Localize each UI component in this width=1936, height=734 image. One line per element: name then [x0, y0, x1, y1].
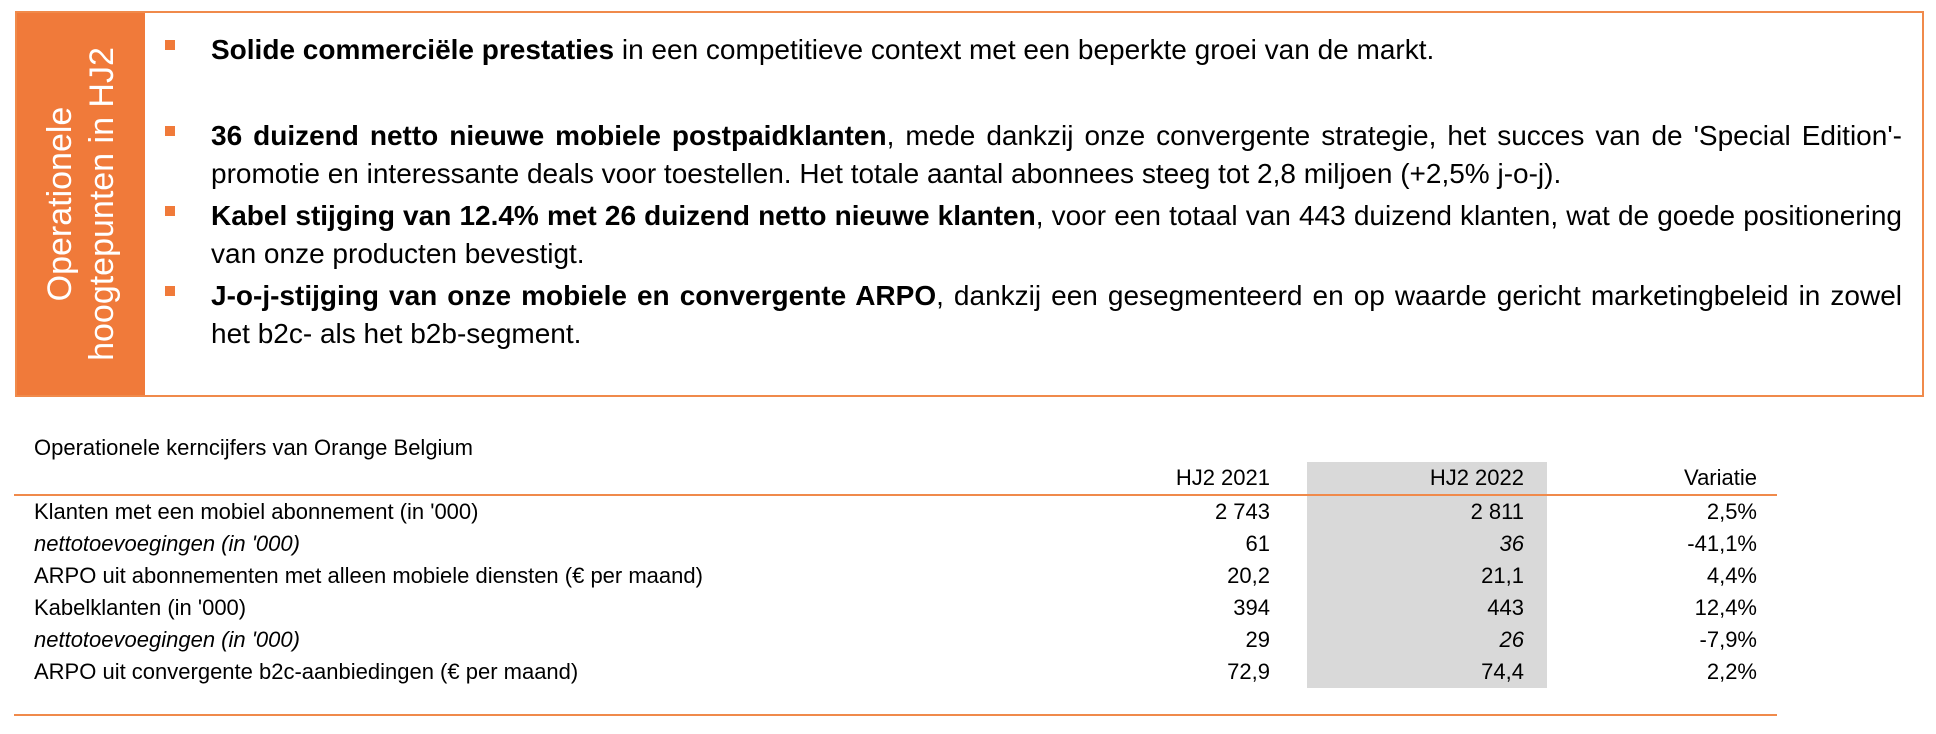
- side-tab-line-1: Operationele: [41, 106, 79, 302]
- bullet-rest: , mede dankzij onze convergente strategie, het succes van de 'Special Edition'-promotie en interessante deals voor toestellen. Het totale aantal abonnees steeg tot 2,8 miljoen (+2,5% j-o-j).: [211, 120, 1902, 189]
- bullet-rest: , voor een totaal van 443 duizend klanten, wat de goede positionering van onze producten bevestigt.: [211, 200, 1902, 269]
- row-label: nettotoevoegingen (in '000): [34, 531, 300, 556]
- cell-value: 36: [1499, 531, 1524, 556]
- table-title: Operationele kerncijfers van Orange Belgium: [34, 435, 474, 460]
- square-bullet-icon: [165, 206, 175, 216]
- cell-value: -41,1%: [1687, 531, 1757, 556]
- cell-value: 2,2%: [1706, 659, 1757, 684]
- cell-value: 2 743: [1214, 499, 1270, 524]
- cell-value: 26: [1499, 627, 1524, 652]
- cell-value: 4,4%: [1706, 563, 1757, 588]
- column-header: HJ2 2022: [1429, 465, 1524, 490]
- square-bullet-icon: [165, 286, 175, 296]
- bullet-text: [211, 277, 1902, 353]
- square-bullet-icon: [165, 126, 175, 136]
- bullet-item: [165, 31, 1902, 69]
- row-label: nettotoevoegingen (in '000): [34, 627, 300, 652]
- row-label: Klanten met een mobiel abonnement (in '000): [34, 499, 479, 524]
- cell-value: 443: [1487, 595, 1524, 620]
- table-row: [14, 592, 1777, 624]
- side-tab-title: [39, 47, 123, 361]
- bullet-bold: Solide commerciële prestaties: [211, 34, 615, 65]
- side-tab-line-2: hoogtepunten in HJ2: [83, 47, 121, 361]
- table-bottom-rule: [14, 714, 1777, 716]
- table-row: [14, 496, 1777, 528]
- bullet-item: [165, 197, 1902, 273]
- column-header: Variatie: [1684, 465, 1757, 490]
- bullet-item: [165, 277, 1902, 353]
- bullet-rest: , dankzij een gesegmenteerd en op waarde gericht marketingbeleid in zowel het b2c- als het b2b-segment.: [211, 280, 1902, 349]
- column-header: HJ2 2021: [1175, 465, 1270, 490]
- cell-value: 61: [1245, 531, 1270, 556]
- cell-value: 72,9: [1227, 659, 1270, 684]
- cell-value: 21,1: [1481, 563, 1524, 588]
- side-tab: [17, 13, 145, 395]
- table-header-row: [14, 462, 1777, 496]
- cell-value: 20,2: [1227, 563, 1270, 588]
- cell-value: -7,9%: [1699, 627, 1757, 652]
- bullet-bold: J-o-j-stijging van onze mobiele en convergente ARPO: [211, 280, 937, 311]
- bullet-bold: Kabel stijging van 12.4% met 26 duizend netto nieuwe klanten: [211, 200, 1036, 231]
- row-label: ARPO uit convergente b2c-aanbiedingen (€ per maand): [34, 659, 579, 684]
- square-bullet-icon: [165, 40, 175, 50]
- bullet-text: [211, 197, 1902, 273]
- bullet-text: [211, 117, 1902, 193]
- cell-value: 12,4%: [1694, 595, 1757, 620]
- bullet-text: [211, 31, 1902, 69]
- table-row: [14, 656, 1777, 688]
- bullet-item: [165, 117, 1902, 193]
- bullet-rest: in een competitieve context met een beperkte groei van de markt.: [614, 34, 1435, 65]
- row-label: ARPO uit abonnementen met alleen mobiele diensten (€ per maand): [34, 563, 703, 588]
- cell-value: 2 811: [1470, 499, 1524, 524]
- cell-value: 2,5%: [1706, 499, 1757, 524]
- bullet-list: [145, 13, 1922, 395]
- row-label: Kabelklanten (in '000): [34, 595, 247, 620]
- kpi-table: [14, 462, 1777, 688]
- cell-value: 394: [1233, 595, 1270, 620]
- table-row: [14, 560, 1777, 592]
- table-row: [14, 528, 1777, 560]
- cell-value: 29: [1245, 627, 1270, 652]
- highlights-box: [15, 11, 1924, 397]
- cell-value: 74,4: [1481, 659, 1524, 684]
- table-row: [14, 624, 1777, 656]
- bullet-bold: 36 duizend netto nieuwe mobiele postpaidklanten: [211, 120, 887, 151]
